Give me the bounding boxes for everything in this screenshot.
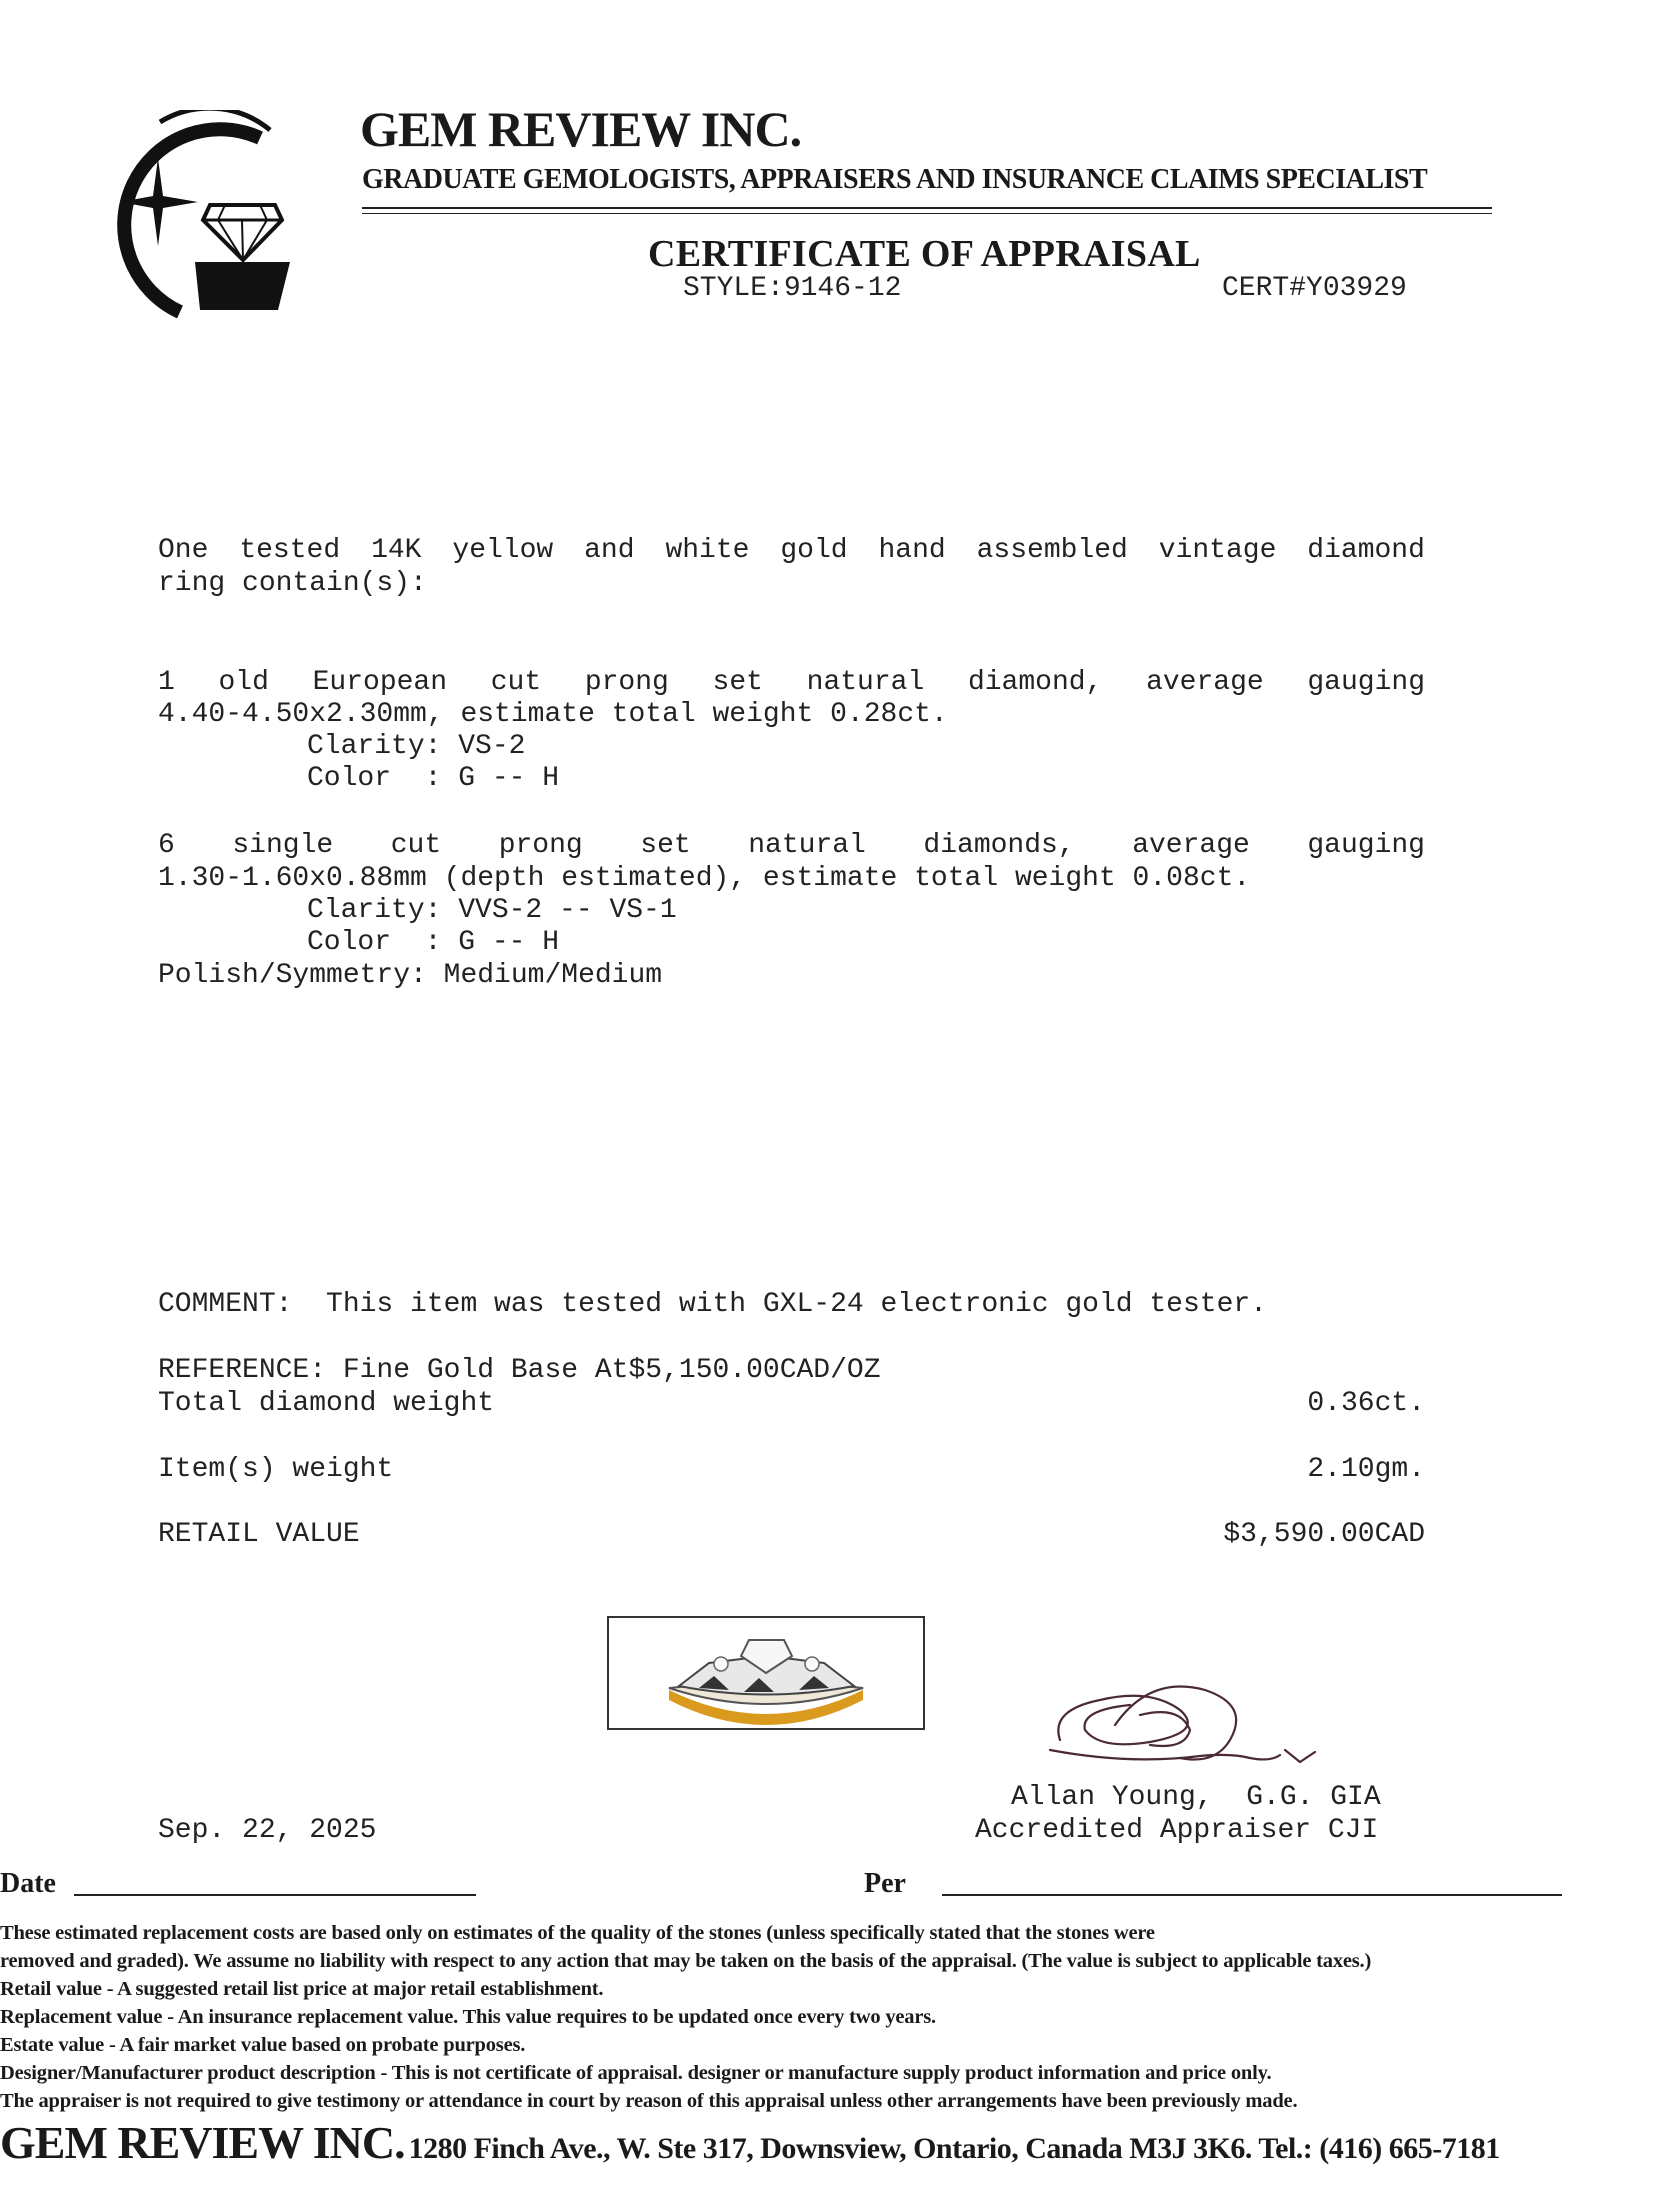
appraiser-name: Allan Young, G.G. GIA — [1011, 1782, 1381, 1813]
comment-line: COMMENT: This item was tested with GXL-24 electronic gold tester. — [158, 1289, 1267, 1320]
retail-value-label: RETAIL VALUE — [158, 1519, 360, 1550]
total-diamond-weight-row — [158, 1388, 1425, 1419]
retail-value-row — [158, 1519, 1425, 1550]
gem-review-logo-icon — [100, 110, 300, 320]
per-signature-line — [942, 1894, 1562, 1896]
header-rule-thin — [362, 213, 1492, 214]
footer — [0, 2116, 1500, 2169]
item-description-line-1: One tested 14K yellow and white gold hand assembled vintage diamond — [158, 535, 1425, 566]
appraiser-signature — [1030, 1670, 1360, 1785]
date-label: Date — [0, 1868, 56, 1899]
reference-line: REFERENCE: Fine Gold Base At$5,150.00CAD/OZ — [158, 1355, 881, 1386]
header-rule — [362, 207, 1492, 209]
company-tagline: GRADUATE GEMOLOGISTS, APPRAISERS AND INSURANCE CLAIMS SPECIALIST — [362, 164, 1428, 195]
disclaimer-line: removed and graded). We assume no liability with respect to any action that may be taken on the basis of the appraisal. (The value is subject to applicable taxes.) — [0, 1950, 1372, 1972]
disclaimer-line: Designer/Manufacturer product description - This is not certificate of appraisal. designer or manufacture supply product information and price only. — [0, 2062, 1272, 2084]
side-stones-line-2: 1.30-1.60x0.88mm (depth estimated), estimate total weight 0.08ct. — [158, 863, 1251, 894]
style-number: STYLE:9146-12 — [683, 273, 902, 304]
footer-company-name: GEM REVIEW INC. — [0, 2117, 405, 2168]
ring-photo-icon — [607, 1616, 925, 1730]
item-weight-label: Item(s) weight — [158, 1454, 394, 1485]
center-stone-line-2: 4.40-4.50x2.30mm, estimate total weight 0.28ct. — [158, 699, 948, 730]
side-stones-color: Color : G -- H — [307, 927, 560, 958]
appraiser-title: Accredited Appraiser CJI — [975, 1815, 1379, 1846]
center-stone-color: Color : G -- H — [307, 763, 560, 794]
date-signature-line — [74, 1894, 476, 1896]
appraisal-date: Sep. 22, 2025 — [158, 1815, 377, 1846]
per-label: Per — [864, 1868, 906, 1899]
item-weight-value: 2.10gm. — [1307, 1454, 1425, 1485]
center-stone-line-1: 1 old European cut prong set natural diamond, average gauging — [158, 667, 1425, 698]
item-weight-row — [158, 1454, 1425, 1485]
footer-address: 1280 Finch Ave., W. Ste 317, Downsview, Ontario, Canada M3J 3K6. Tel.: (416) 665-7181 — [408, 2132, 1500, 2165]
certificate-title: CERTIFICATE OF APPRAISAL — [648, 233, 1201, 275]
side-stones-clarity: Clarity: VVS-2 -- VS-1 — [307, 895, 677, 926]
center-stone-clarity: Clarity: VS-2 — [307, 731, 526, 762]
item-description-line-2: ring contain(s): — [158, 568, 427, 599]
total-diamond-weight-value: 0.36ct. — [1307, 1388, 1425, 1419]
certificate-number: CERT#Y03929 — [1222, 273, 1407, 304]
polish-symmetry: Polish/Symmetry: Medium/Medium — [158, 960, 663, 991]
company-name: GEM REVIEW INC. — [360, 101, 802, 157]
disclaimer-line: The appraiser is not required to give testimony or attendance in court by reason of this appraisal unless other arrangements have been previously made. — [0, 2090, 1298, 2112]
disclaimer-line: These estimated replacement costs are based only on estimates of the quality of the stones (unless specifically stated that the stones were — [0, 1922, 1155, 1944]
disclaimer-line: Replacement value - An insurance replacement value. This value requires to be updated once every two years. — [0, 2006, 936, 2028]
disclaimer-line: Retail value - A suggested retail list price at major retail establishment. — [0, 1978, 604, 2000]
side-stones-line-1: 6 single cut prong set natural diamonds, average gauging — [158, 830, 1425, 861]
disclaimer-line: Estate value - A fair market value based on probate purposes. — [0, 2034, 526, 2056]
total-diamond-weight-label: Total diamond weight — [158, 1388, 495, 1419]
retail-value-amount: $3,590.00CAD — [1223, 1519, 1425, 1550]
